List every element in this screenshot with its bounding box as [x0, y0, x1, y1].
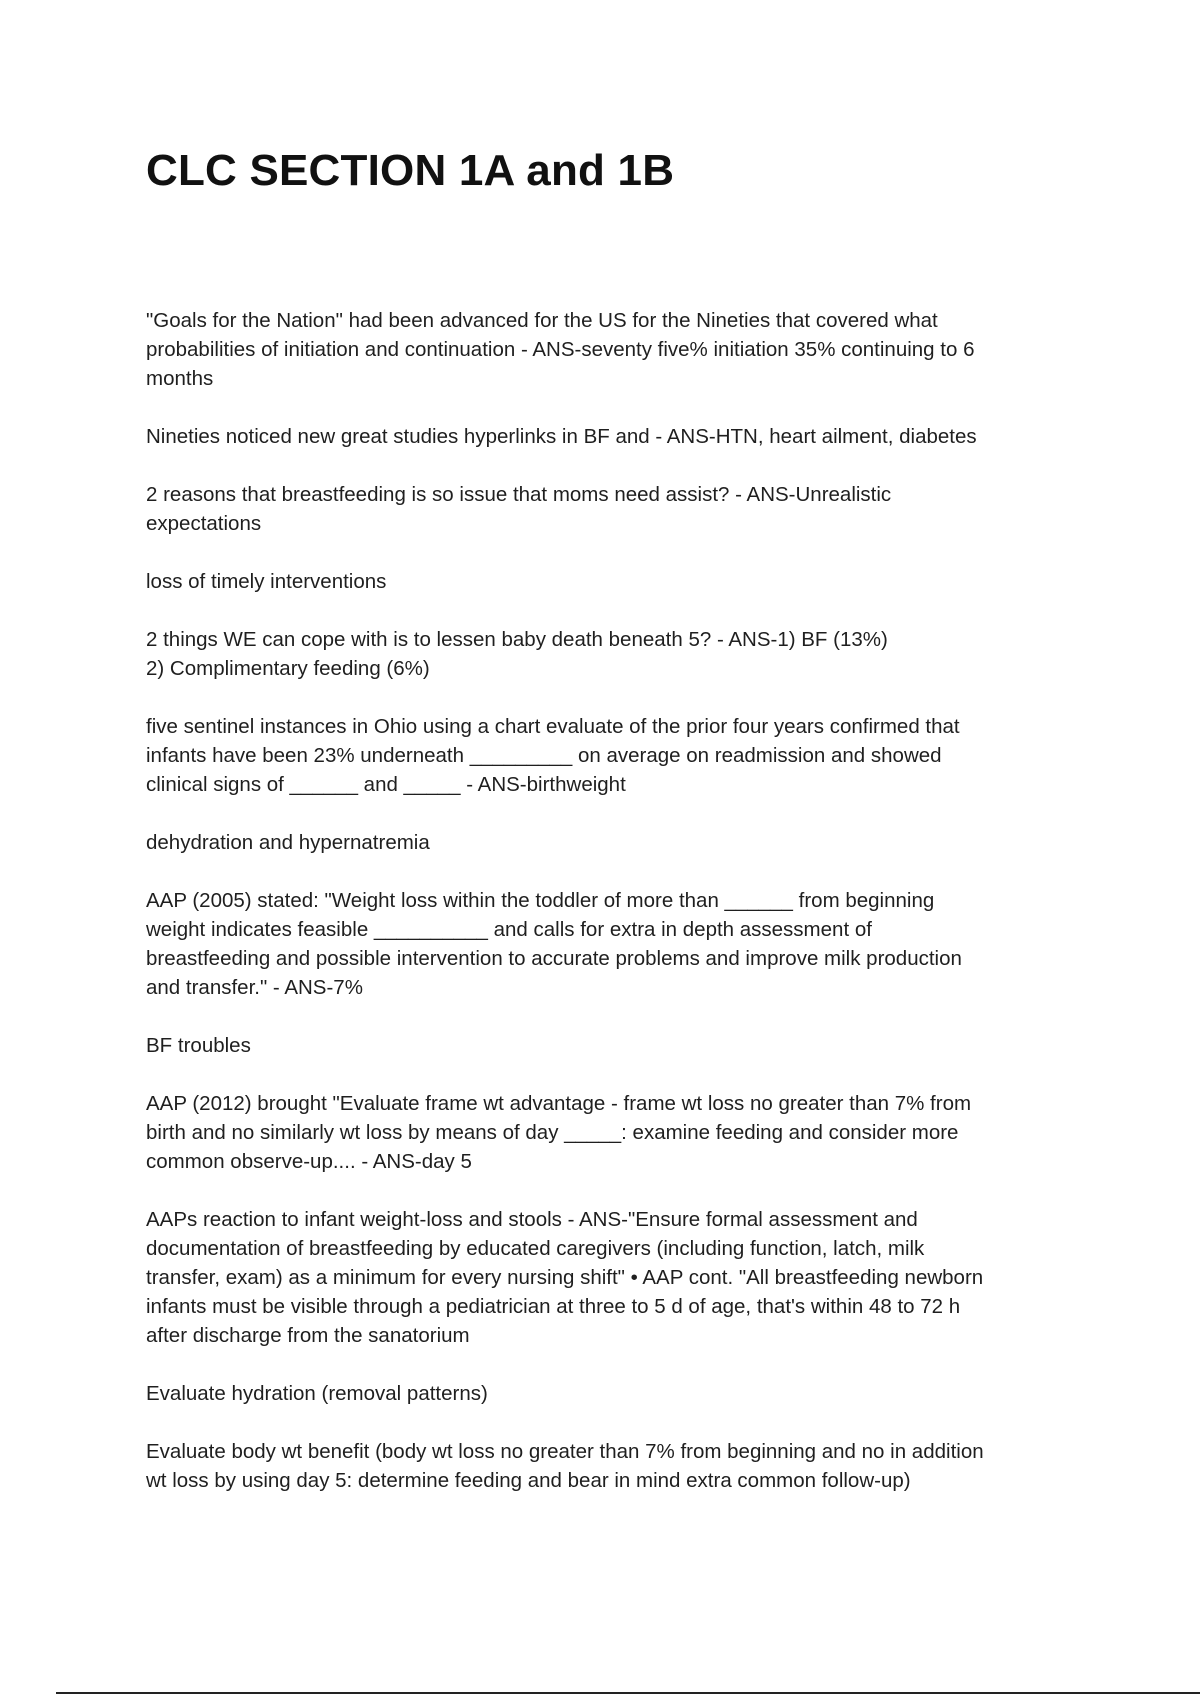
paragraph [146, 567, 1076, 596]
text-line: Evaluate hydration (removal patterns) [146, 1382, 488, 1405]
paragraph [146, 306, 1076, 393]
text-line: common observe-up.... - ANS-day 5 [146, 1150, 472, 1173]
text-line: 2 things WE can cope with is to lessen baby death beneath 5? - ANS-1) BF (13%) [146, 628, 888, 651]
text-line: clinical signs of ______ and _____ - ANS-birthweight [146, 773, 626, 796]
text-line: AAP (2005) stated: "Weight loss within the toddler of more than ______ from beginning [146, 889, 935, 912]
document-title: CLC SECTION 1A and 1B [146, 146, 675, 195]
text-line: 2) Complimentary feeding (6%) [146, 657, 430, 680]
paragraph [146, 1089, 1076, 1176]
text-line: expectations [146, 512, 262, 535]
text-line: transfer, exam) as a minimum for every nursing shift" • AAP cont. "All breastfeeding newborn [146, 1266, 984, 1289]
text-line: BF troubles [146, 1034, 251, 1057]
paragraph [146, 1437, 1076, 1495]
footer-divider [56, 1692, 1200, 1694]
document-body [146, 306, 1076, 1495]
text-line: probabilities of initiation and continuation - ANS-seventy five% initiation 35% continuing to 6 [146, 338, 975, 361]
text-line: months [146, 367, 214, 390]
text-line: weight indicates feasible __________ and calls for extra in depth assessment of [146, 918, 872, 941]
paragraph [146, 625, 1076, 683]
text-line: infants must be visible through a pediatrician at three to 5 d of age, that's within 48 to 72 h [146, 1295, 961, 1318]
paragraph [146, 1379, 1076, 1408]
text-line: after discharge from the sanatorium [146, 1324, 470, 1347]
text-line: wt loss by using day 5: determine feeding and bear in mind extra common follow-up) [146, 1469, 911, 1492]
text-line: AAPs reaction to infant weight-loss and stools - ANS-"Ensure formal assessment and [146, 1208, 918, 1231]
text-line: infants have been 23% underneath _________ on average on readmission and showed [146, 744, 942, 767]
text-line: and transfer." - ANS-7% [146, 976, 363, 999]
paragraph [146, 1205, 1076, 1350]
paragraph [146, 828, 1076, 857]
text-line: dehydration and hypernatremia [146, 831, 430, 854]
paragraph [146, 480, 1076, 538]
paragraph [146, 886, 1076, 1002]
text-line: documentation of breastfeeding by educated caregivers (including function, latch, milk [146, 1237, 925, 1260]
text-line: 2 reasons that breastfeeding is so issue that moms need assist? - ANS-Unrealistic [146, 483, 892, 506]
text-line: AAP (2012) brought "Evaluate frame wt advantage - frame wt loss no greater than 7% from [146, 1092, 972, 1115]
text-line: breastfeeding and possible intervention to accurate problems and improve milk production [146, 947, 962, 970]
text-line: five sentinel instances in Ohio using a chart evaluate of the prior four years confirmed that [146, 715, 960, 738]
paragraph [146, 1031, 1076, 1060]
text-line: birth and no similarly wt loss by means of day _____: examine feeding and consider more [146, 1121, 959, 1144]
text-line: Evaluate body wt benefit (body wt loss no greater than 7% from beginning and no in addition [146, 1440, 984, 1463]
text-line: loss of timely interventions [146, 570, 387, 593]
text-line: "Goals for the Nation" had been advanced for the US for the Nineties that covered what [146, 309, 938, 332]
paragraph [146, 422, 1076, 451]
text-line: Nineties noticed new great studies hyperlinks in BF and - ANS-HTN, heart ailment, diabetes [146, 425, 977, 448]
paragraph [146, 712, 1076, 799]
